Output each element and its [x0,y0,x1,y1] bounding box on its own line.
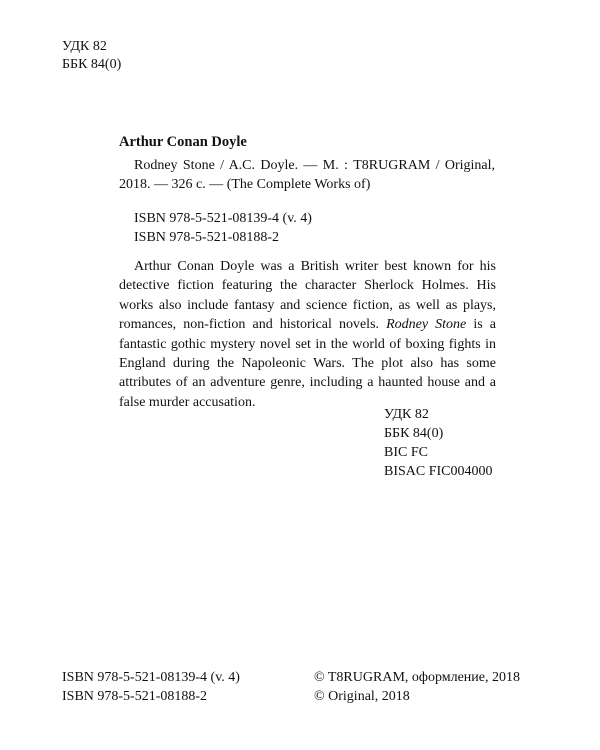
copyright-original: © Original, 2018 [314,688,410,704]
bibliographic-line-2: 2018. — 326 c. — (The Complete Works of) [119,177,371,192]
catalog-isbn-block [134,209,312,247]
author-heading: Arthur Conan Doyle [119,134,247,150]
bibliographic-line-1: Rodney Stone / A.C. Doyle. — М. : T8RUGRAM / Original, [134,158,495,173]
annotation-text-start: Arthur Conan Doyle was a British writer best known for his detective fiction featuring the character Sherlock Holmes. His works also include fantasy and science fiction, as well as plays, romances, non-fiction and historical novels. [119,259,496,333]
footer-isbn-volume: ISBN 978-5-521-08139-4 (v. 4) [62,670,240,685]
isbn-set: ISBN 978-5-521-08188-2 [134,230,280,245]
udk-code-right: УДК 82 [384,407,429,422]
bisac-code: BISAC FIC004000 [384,464,493,479]
annotation-text-end: is a fantastic gothic mystery novel set in the world of boxing fights in England during the Napoleonic Wars. The plot also has some attributes of an adventure genre, including a haunted house and a false murder accusation. [119,317,496,410]
annotation-paragraph [119,257,496,412]
bic-code: BIC FC [384,445,428,460]
udk-code: УДК 82 [62,39,107,54]
right-classification-codes [384,405,493,481]
footer-copyright-block [314,669,520,706]
footer-isbn-set: ISBN 978-5-521-08188-2 [62,688,208,704]
bibliographic-description [119,156,495,194]
top-classification-codes [62,38,121,74]
isbn-volume: ISBN 978-5-521-08139-4 (v. 4) [134,211,312,226]
copyright-design: © T8RUGRAM, оформление, 2018 [314,670,521,685]
bbk-code-right: ББК 84(0) [384,426,444,441]
bbk-code: ББК 84(0) [62,57,122,72]
annotation-book-title: Rodney Stone [386,317,467,333]
footer-isbn-block [62,669,240,706]
